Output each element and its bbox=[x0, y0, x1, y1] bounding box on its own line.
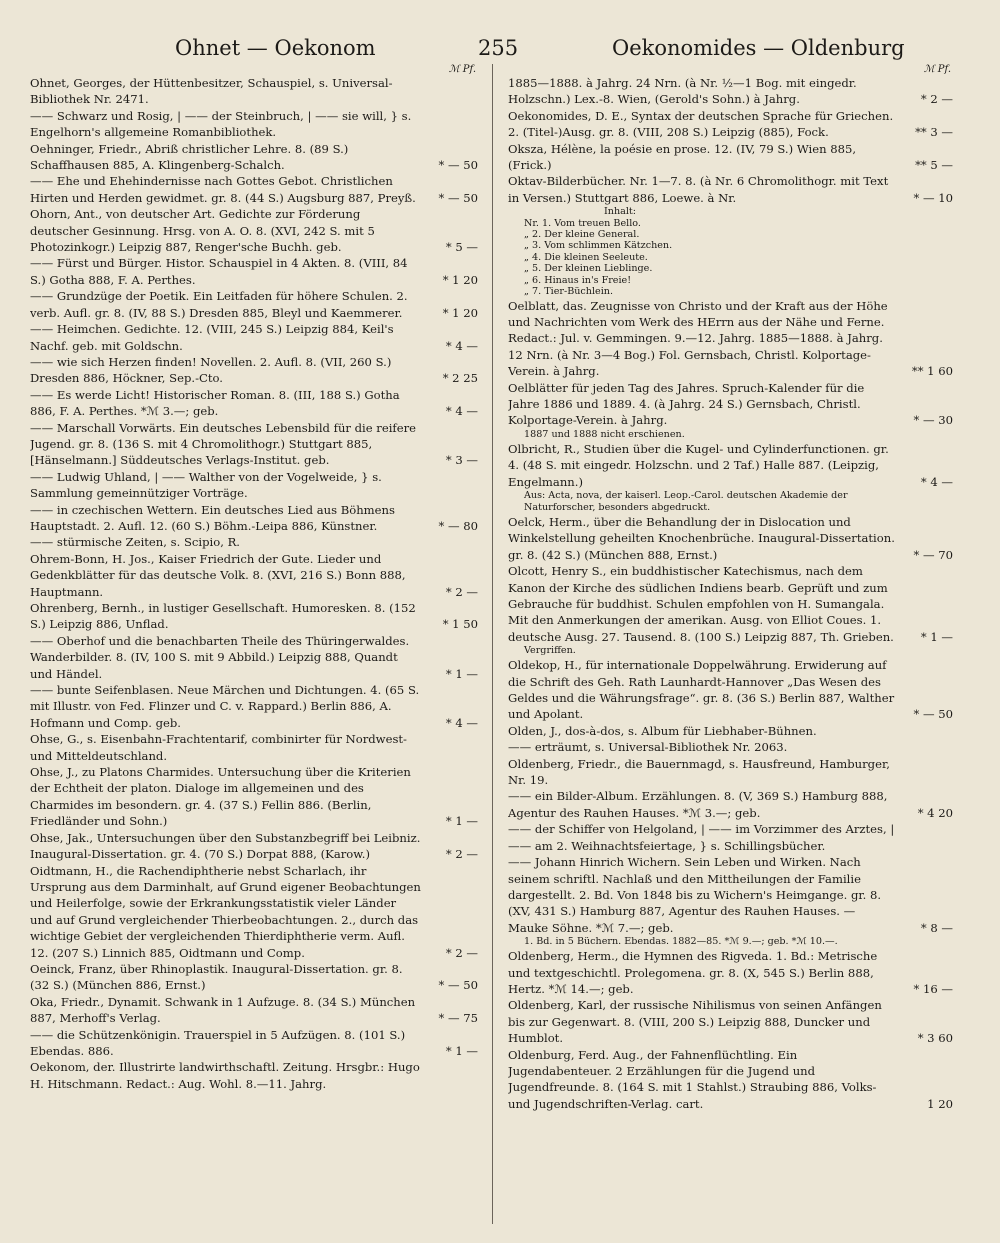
catalog-entry bbox=[30, 994, 478, 1027]
entry-text: Oelck, Herm., über die Behandlung der in Dislocation und Winkelstellung geheilten Knochenbrüche. Inaugural-Dissertation. gr. 8. (42 S.) (München 888, Ernst.) bbox=[508, 514, 895, 562]
entry-text: 1885—1888. à Jahrg. 24 Nrn. (à Nr. ½—1 Bog. mit eingedr. Holzschn.) Lex.-8. Wien, (Gerold's Sohn.) à Jahrg. bbox=[508, 76, 857, 107]
catalog-entry bbox=[30, 387, 478, 420]
entry-text: Oka, Friedr., Dynamit. Schwank in 1 Aufzuge. 8. (34 S.) München 887, Merhoff's Verlag. bbox=[30, 994, 416, 1026]
entry-price: * 1 50 bbox=[442, 617, 478, 632]
catalog-entry bbox=[30, 288, 478, 321]
contents-list bbox=[508, 206, 953, 297]
entry-price: * 2 — bbox=[445, 847, 478, 862]
catalog-entry bbox=[30, 534, 478, 550]
entry-price: * 1 — bbox=[445, 666, 478, 681]
entry-price: * 1 — bbox=[445, 814, 478, 829]
catalog-entry bbox=[30, 682, 478, 731]
catalog-entry bbox=[30, 551, 478, 600]
entry-text: —— Schwarz und Rosig, | —— der Steinbruch, | —— sie will, } s. Engelhorn's allgemeine Romanbibliothek. bbox=[30, 108, 412, 140]
contents-item: „ 6. Hinaus in's Freie! bbox=[524, 274, 632, 286]
entry-price: * 2 25 bbox=[442, 371, 478, 386]
catalog-entry bbox=[508, 997, 953, 1046]
entry-text: Oldekop, H., für internationale Doppelwährung. Erwiderung auf die Schrift des Geh. Rath Launhardt-Hannover „Das Wesen des Geldes und die Währungsfrage“. gr. 8. (36 S.) Berlin 887, Walther und Apolant. bbox=[508, 658, 895, 722]
catalog-entry bbox=[508, 948, 953, 997]
entry-text: Ohse, J., zu Platons Charmides. Untersuchung über die Kriterien der Echtheit der platon. Dialoge im allgemeinen und des Charmides im besondern. gr. 4. (37 S.) Fellin 886. (Berlin, Friedländer und Sohn.) bbox=[30, 765, 411, 829]
catalog-entry bbox=[508, 514, 953, 563]
entry-text: Oldenburg, Ferd. Aug., der Fahnenflüchtling. Ein Jugendabenteuer. 2 Erzählungen für die Jugend und Jugendfreunde. 8. (164 S. mit 1 Stahlst.) Straubing 886, Volks- und Jugendschriften-Verlag. cart. bbox=[508, 1047, 877, 1111]
entry-text: Oldenberg, Herm., die Hymnen des Rigveda. 1. Bd.: Metrische und textgeschichtl. Prolegomena. gr. 8. (X, 545 S.) Berlin 888, Hertz. *ℳ 14.—; geb. bbox=[508, 949, 878, 996]
entry-text: Ohnet, Georges, der Hüttenbesitzer, Schauspiel, s. Universal-Bibliothek Nr. 2471. bbox=[30, 76, 393, 107]
currency-unit-label: ℳ Pf. bbox=[923, 64, 951, 75]
contents-item: „ 7. Tier-Büchlein. bbox=[524, 286, 614, 298]
catalog-entry bbox=[508, 141, 953, 174]
catalog-entry bbox=[508, 854, 953, 936]
entry-price: * 4 20 bbox=[917, 805, 953, 820]
entry-text: —— Es werde Licht! Historischer Roman. 8. (III, 188 S.) Gotha 886, F. A. Perthes. *ℳ 3.—; geb. bbox=[30, 387, 400, 419]
footnote: 1. Bd. in 5 Büchern. Ebendas. 1882—85. *ℳ 9.—; geb. *ℳ 10.—. bbox=[524, 936, 838, 948]
entry-price: * — 50 bbox=[438, 978, 478, 993]
entry-price: * — 80 bbox=[438, 518, 478, 533]
entry-price: ** 5 — bbox=[915, 158, 953, 173]
entry-price: * 4 — bbox=[920, 474, 953, 489]
catalog-entry bbox=[30, 469, 478, 502]
catalog-entry bbox=[30, 600, 478, 633]
entry-price: * 4 — bbox=[445, 715, 478, 730]
catalog-entry bbox=[508, 380, 953, 429]
footnote: Aus: Acta, nova, der kaiserl. Leop.-Carol. deutschen Akademie der Naturforscher, besonders abgedruckt. bbox=[524, 489, 848, 513]
entry-price: * 2 — bbox=[920, 92, 953, 107]
entry-text: —— bunte Seifenblasen. Neue Märchen und Dichtungen. 4. (65 S. mit Illustr. von Fed. Flinzer und C. v. Rappard.) Berlin 886, A. Hofmann und Comp. geb. bbox=[30, 683, 420, 730]
footnote: Vergriffen. bbox=[524, 645, 576, 657]
entry-text: Olcott, Henry S., ein buddhistischer Katechismus, nach dem Kanon der Kirche des südlichen Indiens bearb. Geprüft und zum Gebrauche für buddhist. Schulen empfohlen von H. Sumangala. Mit den Anmerkungen der amerikan. Ausg. von Elliot Coues. 1. deutsche Ausg. 27. Tausend. 8. (100 S.) Leipzig 887, Th. Grieben. bbox=[508, 564, 894, 644]
entry-price: * — 10 bbox=[913, 190, 953, 205]
entry-text: Oekonomides, D. E., Syntax der deutschen Sprache für Griechen. 2. (Titel-)Ausg. gr. 8. (VIII, 208 S.) Leipzig (885), Fock. bbox=[508, 108, 894, 140]
entry-price: ** 3 — bbox=[915, 125, 953, 140]
entry-text: —— in czechischen Wettern. Ein deutsches Lied aus Böhmens Hauptstadt. 2. Aufl. 12. (60 S.) Böhm.-Leipa 886, Künstner. bbox=[30, 502, 395, 533]
catalog-entry bbox=[30, 1027, 478, 1060]
catalog-entry bbox=[30, 731, 478, 764]
contents-item: „ 3. Vom schlimmen Kätzchen. bbox=[524, 240, 673, 252]
entry-price: * 4 — bbox=[445, 338, 478, 353]
contents-item: „ 2. Der kleine General. bbox=[524, 229, 640, 241]
entry-text: —— Marschall Vorwärts. Ein deutsches Lebensbild für die reifere Jugend. gr. 8. (136 S. mit 4 Chromolithogr.) Stuttgart 885, [Hänselmann.] Süddeutsches Verlags-Institut. geb. bbox=[30, 420, 416, 468]
catalog-entry bbox=[30, 173, 478, 206]
entry-price: * — 70 bbox=[913, 547, 953, 562]
entry-price: ** 1 60 bbox=[911, 364, 953, 379]
entry-text: Oekonom, der. Illustrirte landwirthschaftl. Zeitung. Hrsgbr.: Hugo H. Hitschmann. Redact.: Aug. Wohl. 8.—11. Jahrg. bbox=[30, 1060, 420, 1091]
entry-text: —— wie sich Herzen finden! Novellen. 2. Aufl. 8. (VII, 260 S.) Dresden 886, Höckner, Sep.-Cto. bbox=[30, 354, 392, 386]
entry-text: Ohorn, Ant., von deutscher Art. Gedichte zur Förderung deutscher Gesinnung. Hrsg. von A. O. 8. (XVI, 242 S. mit 5 Photozinkogr.) Leipzig 887, Renger'sche Buchh. geb. bbox=[30, 207, 375, 255]
contents-item: Nr. 1. Vom treuen Bello. bbox=[524, 217, 641, 229]
entry-price: * 1 — bbox=[920, 629, 953, 644]
entry-price: * 2 — bbox=[445, 945, 478, 960]
catalog-entry bbox=[508, 739, 953, 755]
entry-text: Oldenberg, Friedr., die Bauernmagd, s. Hausfreund, Hamburger, Nr. 19. bbox=[508, 756, 890, 788]
entry-text: —— die Schützenkönigin. Trauerspiel in 5 Aufzügen. 8. (101 S.) Ebendas. 886. bbox=[30, 1027, 406, 1058]
entry-price: * — 50 bbox=[913, 707, 953, 722]
catalog-entry bbox=[508, 563, 953, 645]
entry-text: Ohrem-Bonn, H. Jos., Kaiser Friedrich der Gute. Lieder und Gedenkblätter für das deutsche Volk. 8. (XVI, 216 S.) Bonn 888, Hauptmann. bbox=[30, 551, 406, 599]
catalog-entry bbox=[508, 173, 953, 206]
currency-unit-label: ℳ Pf. bbox=[448, 64, 476, 75]
entry-price: * 3 — bbox=[445, 453, 478, 468]
entry-price: * 5 — bbox=[445, 240, 478, 255]
entry-text: Oehninger, Friedr., Abriß christlicher Lehre. 8. (89 S.) Schaffhausen 885, A. Klingenberg-Schalch. bbox=[30, 141, 349, 173]
catalog-entry bbox=[30, 206, 478, 255]
entry-text: Oelblätter für jeden Tag des Jahres. Spruch-Kalender für die Jahre 1886 und 1889. 4. (à Jahrg. 24 S.) Gernsbach, Christl. Kolportage-Verein. à Jahrg. bbox=[508, 380, 865, 428]
entry-text: Oktav-Bilderbücher. Nr. 1—7. 8. (à Nr. 6 Chromolithogr. mit Text in Versen.) Stuttgart 886, Loewe. à Nr. bbox=[508, 174, 889, 205]
catalog-entry bbox=[508, 821, 953, 854]
entry-price: * 16 — bbox=[913, 981, 953, 996]
entry-text: Ohse, G., s. Eisenbahn-Frachtentarif, combinirter für Nordwest- und Mitteldeutschland. bbox=[30, 732, 407, 763]
catalog-entry bbox=[508, 441, 953, 490]
entry-text: Oelblatt, das. Zeugnisse von Christo und der Kraft aus der Höhe und Nachrichten vom Werk des HErrn aus der Nähe und Ferne. Redact.: Jul. v. Gemmingen. 9.—12. Jahrg. 1885—1888. à Jahrg. 12 Nrn. (à Nr. 3—4 Bog.) Fol. Gernsbach, Christl. Kolportage-Verein. à Jahrg. bbox=[508, 298, 888, 379]
catalog-entry bbox=[30, 255, 478, 288]
entry-text: Olden, J., dos-à-dos, s. Album für Liebhaber-Bühnen. bbox=[508, 723, 817, 738]
running-header bbox=[0, 36, 1000, 64]
catalog-entry bbox=[508, 788, 953, 821]
page-number: 255 bbox=[478, 36, 519, 60]
catalog-entry bbox=[30, 108, 478, 141]
left-column bbox=[30, 64, 478, 1214]
entry-text: —— Johann Hinrich Wichern. Sein Leben und Wirken. Nach seinem schriftl. Nachlaß und den Mittheilungen der Familie dargestellt. 2. Bd. Von 1848 bis zu Wichern's Heimgange. gr. 8. (XV, 431 S.) Hamburg 887, Agentur des Rauhen Hauses. — Mauke Söhne. *ℳ 7.—; geb. bbox=[508, 855, 882, 935]
catalog-entry bbox=[30, 354, 478, 387]
entry-price: 1 20 bbox=[927, 1096, 953, 1111]
entry-price: * 1 — bbox=[445, 1043, 478, 1058]
entry-text: —— Ehe und Ehehindernisse nach Gottes Gebot. Christlichen Hirten und Herden gewidmet. gr. 8. (44 S.) Augsburg 887, Preyß. bbox=[30, 174, 416, 205]
entry-text: —— Oberhof und die benachbarten Theile des Thüringerwaldes. Wanderbilder. 8. (IV, 100 S. mit 9 Abbild.) Leipzig 888, Quandt und Händel. bbox=[30, 633, 410, 681]
catalog-entry bbox=[508, 723, 953, 739]
column-divider bbox=[492, 64, 493, 1224]
catalog-entry bbox=[508, 108, 953, 141]
catalog-entry bbox=[30, 764, 478, 830]
catalog-entry bbox=[508, 657, 953, 723]
entry-price: * 2 — bbox=[445, 584, 478, 599]
entry-text: —— Grundzüge der Poetik. Ein Leitfaden für höhere Schulen. 2. verb. Aufl. gr. 8. (IV, 88 S.) Dresden 885, Bleyl und Kaemmerer. bbox=[30, 289, 408, 320]
entry-price: * 1 20 bbox=[442, 305, 478, 320]
footnote: 1887 und 1888 nicht erschienen. bbox=[524, 428, 685, 440]
entry-text: Ohse, Jak., Untersuchungen über den Substanzbegriff bei Leibniz. Inaugural-Dissertation. gr. 4. (70 S.) Dorpat 888, (Karow.) bbox=[30, 830, 421, 862]
entry-text: —— Heimchen. Gedichte. 12. (VIII, 245 S.) Leipzig 884, Keil's Nachf. geb. mit Goldschn. bbox=[30, 322, 394, 353]
header-right: Oekonomides — Oldenburg bbox=[612, 36, 905, 60]
entry-text: Oldenberg, Karl, der russische Nihilismus von seinen Anfängen bis zur Gegenwart. 8. (VIII, 200 S.) Leipzig 888, Duncker und Humblot. bbox=[508, 998, 882, 1046]
catalog-entry bbox=[508, 75, 953, 108]
entry-price: * — 75 bbox=[438, 1011, 478, 1026]
entry-text: Ohrenberg, Bernh., in lustiger Gesellschaft. Humoresken. 8. (152 S.) Leipzig 886, Unflad. bbox=[30, 601, 416, 632]
entry-price: * 1 20 bbox=[442, 272, 478, 287]
catalog-entry bbox=[30, 830, 478, 863]
entry-price: * — 30 bbox=[913, 413, 953, 428]
entry-price: * 4 — bbox=[445, 404, 478, 419]
catalog-entry bbox=[30, 420, 478, 469]
catalog-entry bbox=[30, 75, 478, 108]
catalog-entry bbox=[508, 298, 953, 380]
entry-text: Oidtmann, H., die Rachendiphtherie nebst Scharlach, ihr Ursprung aus dem Darminhalt, auf Grund eigener Beobachtungen und Heilerfolge, sowie der Erkrankungsstatistik vieler Länder und auf Grund vergleichender Thierbeobachtungen. 2., durch das wichtige Gebiet der vergleichenden Thierdiphtherie verm. Aufl. 12. (207 S.) Linnich 885, Oidtmann und Comp. bbox=[30, 863, 421, 960]
catalog-entry bbox=[30, 321, 478, 354]
entry-text: Oeinck, Franz, über Rhinoplastik. Inaugural-Dissertation. gr. 8. (32 S.) (München 886, Ernst.) bbox=[30, 961, 403, 993]
entry-price: * 3 60 bbox=[917, 1031, 953, 1046]
entry-text: —— Fürst und Bürger. Histor. Schauspiel in 4 Akten. 8. (VIII, 84 S.) Gotha 888, F. A. Perthes. bbox=[30, 256, 408, 287]
entry-price: * 8 — bbox=[920, 920, 953, 935]
entry-price: * — 50 bbox=[438, 190, 478, 205]
catalog-entry bbox=[30, 863, 478, 961]
entry-price: * — 50 bbox=[438, 158, 478, 173]
contents-heading: Inhalt: bbox=[604, 206, 637, 218]
catalog-entry bbox=[508, 1047, 953, 1113]
right-column bbox=[508, 64, 953, 1214]
contents-item: „ 5. Der kleinen Lieblinge. bbox=[524, 263, 653, 275]
catalog-entry bbox=[30, 961, 478, 994]
entry-text: —— ein Bilder-Album. Erzählungen. 8. (V, 369 S.) Hamburg 888, Agentur des Rauhen Hauses. *ℳ 3.—; geb. bbox=[508, 789, 888, 820]
catalog-entry bbox=[30, 502, 478, 535]
catalog-entry bbox=[30, 1059, 478, 1092]
header-left: Ohnet — Oekonom bbox=[175, 36, 376, 60]
entry-text: —— erträumt, s. Universal-Bibliothek Nr. 2063. bbox=[508, 740, 788, 755]
entry-text: —— Ludwig Uhland, | —— Walther von der Vogelweide, } s. Sammlung gemeinnütziger Vorträge. bbox=[30, 469, 382, 501]
entry-text: —— stürmische Zeiten, s. Scipio, R. bbox=[30, 535, 240, 550]
entry-text: Olbricht, R., Studien über die Kugel- und Cylinderfunctionen. gr. 4. (48 S. mit eingedr. Holzschn. und 2 Taf.) Halle 887. (Leipzig, Engelmann.) bbox=[508, 441, 889, 489]
contents-item: „ 4. Die kleinen Seeleute. bbox=[524, 251, 648, 263]
catalog-entry bbox=[508, 756, 953, 789]
entry-text: —— der Schiffer von Helgoland, | —— im Vorzimmer des Arztes, | —— am 2. Weihnachtsfeiertage, } s. Schillingsbücher. bbox=[508, 822, 895, 853]
entry-text: Oksza, Hélène, la poésie en prose. 12. (IV, 79 S.) Wien 885, (Frick.) bbox=[508, 141, 857, 173]
catalog-entry bbox=[30, 633, 478, 682]
catalog-entry bbox=[30, 141, 478, 174]
